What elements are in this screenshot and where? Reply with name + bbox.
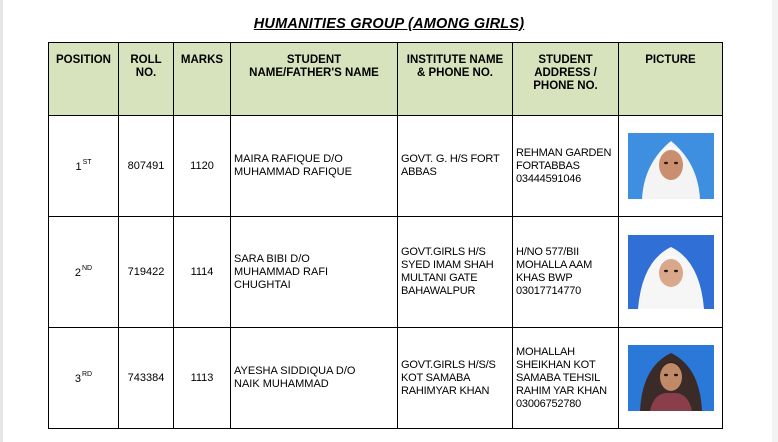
page-title: HUMANITIES GROUP (AMONG GIRLS)	[253, 16, 525, 32]
header-address: STUDENT ADDRESS / PHONE NO.	[513, 43, 619, 116]
page-edge	[0, 0, 3, 442]
table-row	[49, 217, 723, 328]
position-cell: 1ST	[49, 116, 119, 217]
student-photo	[628, 133, 714, 199]
position-cell: 3RD	[49, 328, 119, 429]
address-cell: REHMAN GARDEN FORTABBAS 03444591046	[513, 116, 619, 217]
address-cell: MOHALLAH SHEIKHAN KOT SAMABA TEHSIL RAHIM YAR KHAN 03006752780	[513, 328, 619, 429]
student-name-cell: MAIRA RAFIQUE D/O MUHAMMAD RAFIQUE	[231, 116, 398, 217]
roll-no-cell: 719422	[119, 217, 174, 328]
institute-cell: GOVT.GIRLS H/S/S KOT SAMABA RAHIMYAR KHAN	[398, 328, 513, 429]
header-roll-no: ROLL NO.	[119, 43, 174, 116]
institute-cell: GOVT.GIRLS H/S SYED IMAM SHAH MULTANI GATE BAHAWALPUR	[398, 217, 513, 328]
position-cell: 2ND	[49, 217, 119, 328]
header-institute: INSTITUTE NAME & PHONE NO.	[398, 43, 513, 116]
student-photo	[628, 235, 714, 309]
student-name-cell: SARA BIBI D/O MUHAMMAD RAFI CHUGHTAI	[231, 217, 398, 328]
table-row	[49, 328, 723, 429]
table-row	[49, 116, 723, 217]
marks-cell: 1114	[174, 217, 231, 328]
header-row	[49, 43, 723, 116]
roll-no-cell: 743384	[119, 328, 174, 429]
roll-no-cell: 807491	[119, 116, 174, 217]
address-cell: H/NO 577/BII MOHALLA AAM KHAS BWP 03017714770	[513, 217, 619, 328]
picture-cell	[619, 217, 723, 328]
header-position: POSITION	[49, 43, 119, 116]
marks-cell: 1120	[174, 116, 231, 217]
student-photo	[628, 345, 714, 411]
picture-cell	[619, 328, 723, 429]
picture-cell	[619, 116, 723, 217]
student-name-cell: AYESHA SIDDIQUA D/O NAIK MUHAMMAD	[231, 328, 398, 429]
header-student-name: STUDENT NAME/FATHER'S NAME	[231, 43, 398, 116]
results-table	[48, 42, 723, 429]
header-marks: MARKS	[174, 43, 231, 116]
page-edge-right	[772, 0, 778, 442]
header-picture: PICTURE	[619, 43, 723, 116]
institute-cell: GOVT. G. H/S FORT ABBAS	[398, 116, 513, 217]
marks-cell: 1113	[174, 328, 231, 429]
